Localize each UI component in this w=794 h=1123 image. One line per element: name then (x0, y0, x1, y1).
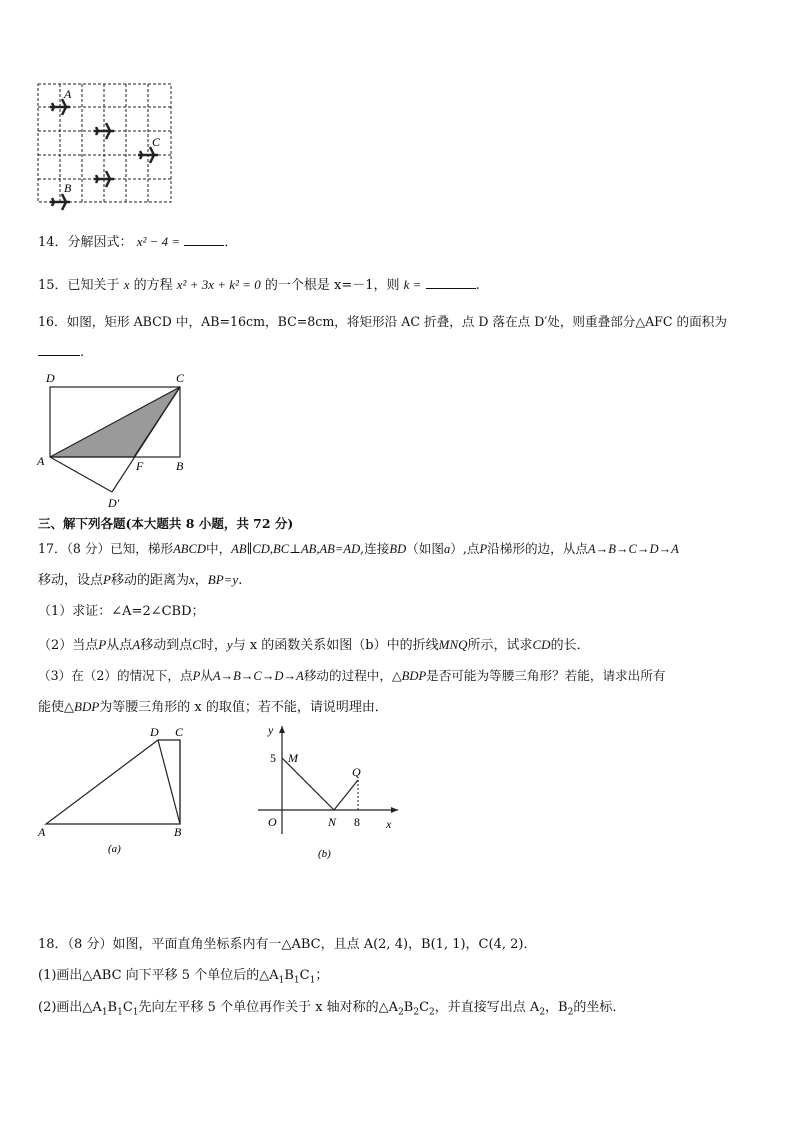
question-18-part2: (2)画出$\triangle A_1B_1C_1$先向左平移 5 个单位再作关于 x 轴对称的$\triangle A_2B_2C_2$，并直接写出点 $A_2$，$B_2$的坐标． (38, 1000, 626, 1018)
answer-blank-16[interactable] (38, 343, 80, 356)
fig-b-caption: (b) (318, 848, 331, 860)
fig-a-label-c: C (175, 725, 184, 739)
question-17-line2: 移动，设点P移动的距离为x，BP=y. (38, 572, 243, 588)
fig-b-label-8: 8 (354, 815, 360, 829)
fig-a-label-d: D (150, 725, 159, 739)
label-c: C (176, 371, 185, 385)
label-b: B (176, 459, 184, 473)
fold-rectangle-figure (34, 366, 204, 512)
label-a: A (37, 454, 45, 468)
label-d-prime: D′ (108, 496, 120, 510)
fig-b-label-y: y (268, 723, 274, 737)
fig-a-label-a: A (38, 825, 46, 839)
fig-b-label-n: N (328, 815, 337, 829)
label-d: D (46, 371, 55, 385)
fig-b-label-q: Q (352, 765, 361, 779)
grid-label-c: C (152, 135, 161, 149)
question-17-part3-line2: 能使△BDP为等腰三角形的 x 的取值；若不能，请说明理由． (38, 699, 388, 715)
question-18-part1: (1)画出△ABC 向下平移 5 个单位后的$\triangle A_1B_1C_1$； (38, 968, 329, 986)
answer-blank-15[interactable] (426, 276, 476, 289)
grid-label-b: B (64, 181, 72, 195)
question-16: 16．如图，矩形 ABCD 中，AB=16cm，BC=8cm，将矩形沿 AC 折叠，点 D 落在点 D′处，则重叠部分△AFC 的面积为 (38, 314, 727, 329)
airplane-grid-figure (36, 82, 176, 214)
fig-b-label-o: O (268, 815, 277, 829)
answer-blank-14[interactable] (184, 233, 224, 246)
trapezoid-figure-a (34, 722, 204, 860)
question-15: 15．已知关于 x 的方程 x² + 3x + k² = 0 的一个根是 x=－1，则 k = . (38, 277, 480, 293)
fig-b-label-x: x (386, 817, 392, 831)
question-17-part2: （2）当点P从点A移动到点C时，y与 x 的函数关系如图（b）中的折线MNQ所示，试求CD的长． (38, 637, 590, 653)
question-14: 14．分解因式： x² − 4 = ． (38, 234, 238, 250)
fig-a-label-b: B (174, 825, 182, 839)
label-f: F (136, 459, 144, 473)
section-3-title: 三、解下列各题(本大题共 8 小题，共 72 分) (38, 516, 294, 531)
question-18-line1: 18．（8 分）如图，平面直角坐标系内有一△ABC，且点 A(2, 4)，B(1, 1)，C(4, 2)． (38, 937, 537, 952)
fig-b-label-5: 5 (270, 751, 276, 765)
function-graph-figure-b (252, 718, 412, 864)
question-17-line1: 17．（8 分）已知，梯形ABCD中，AB∥CD,BC⊥AB,AB=AD,连接BD（如图a）,点P沿梯形的边，从点A→B→C→D→A (38, 541, 679, 556)
grid-label-a: A (64, 87, 72, 101)
fig-a-caption: (a) (108, 843, 121, 855)
question-17-part3: （3）在（2）的情况下，点P从A→B→C→D→A移动的过程中，△BDP是否可能为等腰三角形？若能，请求出所有 (38, 668, 666, 683)
fig-b-label-m: M (288, 751, 298, 765)
question-16-line2: . (38, 343, 84, 362)
question-17-part1: （1）求证：∠A=2∠CBD； (38, 604, 205, 619)
